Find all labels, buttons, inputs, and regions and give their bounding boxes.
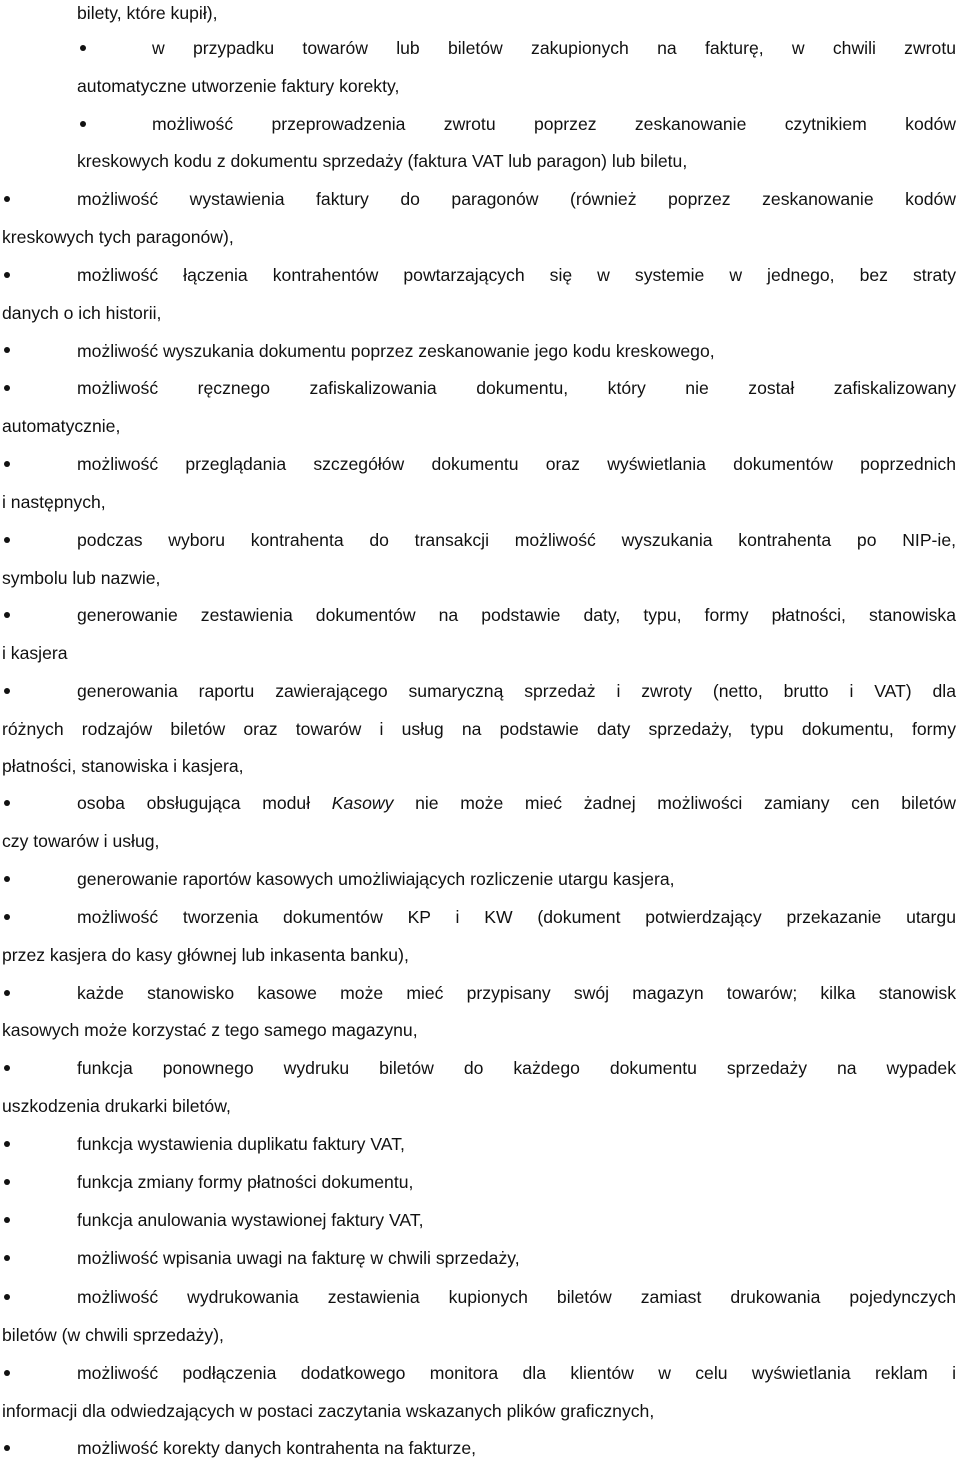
bullet-icon (80, 45, 86, 51)
bullet-icon (4, 990, 10, 996)
bullet-icon (4, 1370, 10, 1376)
bullet-icon (4, 196, 10, 202)
bullet-icon (4, 461, 10, 467)
list-item-line: funkcja zmiany formy płatności dokumentu, (77, 1172, 414, 1192)
list-item-line: możliwość podłączenia dodatkowego monitora dla klientów w celu wyświetlania reklam i (77, 1363, 956, 1383)
list-item-line (77, 792, 956, 814)
list-item-line: przez kasjera do kasy głównej lub inkasenta banku), (2, 945, 409, 965)
list-item-line: czy towarów i usług, (2, 831, 160, 851)
bullet-icon (4, 1294, 10, 1300)
list-item-line: biletów (w chwili sprzedaży), (2, 1325, 224, 1345)
list-item-line: różnych rodzajów biletów oraz towarów i usług na podstawie daty sprzedaży, typu dokumentu, formy (2, 719, 956, 739)
list-item-line: możliwość ręcznego zafiskalizowania dokumentu, który nie został zafiskalizowany (77, 378, 956, 398)
bullet-icon (4, 272, 10, 278)
list-item-line: uszkodzenia drukarki biletów, (2, 1096, 231, 1116)
list-item-line: automatyczne utworzenie faktury korekty, (77, 76, 400, 96)
list-item-line: i następnych, (2, 492, 106, 512)
bullet-icon (4, 914, 10, 920)
list-item-line: generowania raportu zawierającego sumaryczną sprzedaż i zwroty (netto, brutto i VAT) dla (77, 681, 956, 701)
list-item-line: podczas wyboru kontrahenta do transakcji możliwość wyszukania kontrahenta po NIP-ie, (77, 530, 956, 550)
list-item-line: kasowych może korzystać z tego samego magazynu, (2, 1020, 418, 1040)
list-item-line: funkcja wystawienia duplikatu faktury VAT, (77, 1134, 405, 1154)
bullet-icon (4, 1255, 10, 1261)
bullet-icon (4, 1217, 10, 1223)
list-item-line: informacji dla odwiedzających w postaci zaczytania wskazanych plików graficznych, (2, 1401, 655, 1421)
bullet-icon (4, 537, 10, 543)
list-item-line: kreskowych tych paragonów), (2, 227, 234, 247)
bullet-icon (4, 1445, 10, 1451)
bullet-icon (4, 1179, 10, 1185)
list-item-line: możliwość przeprowadzenia zwrotu poprzez zeskanowanie czytnikiem kodów (152, 114, 956, 134)
list-item-line: w przypadku towarów lub biletów zakupionych na fakturę, w chwili zwrotu (152, 38, 956, 58)
list-item-line: generowanie raportów kasowych umożliwiających rozliczenie utargu kasjera, (77, 869, 675, 889)
list-item-line: kreskowych kodu z dokumentu sprzedaży (faktura VAT lub paragon) lub biletu, (77, 151, 688, 171)
bullet-icon (4, 800, 10, 806)
bullet-icon (4, 347, 10, 353)
bullet-icon (80, 121, 86, 127)
list-item-line: możliwość wydrukowania zestawienia kupionych biletów zamiast drukowania pojedynczych (77, 1287, 956, 1307)
inline-text: nie może mieć żadnej możliwości zamiany cen biletów (393, 793, 956, 813)
list-item-line: możliwość wyszukania dokumentu poprzez zeskanowanie jego kodu kreskowego, (77, 341, 715, 361)
list-item-line: możliwość wystawienia faktury do paragonów (również poprzez zeskanowanie kodów (77, 189, 956, 209)
list-item-line: automatycznie, (2, 416, 121, 436)
bullet-icon (4, 1065, 10, 1071)
list-item-line: możliwość łączenia kontrahentów powtarzających się w systemie w jednego, bez straty (77, 265, 956, 285)
bullet-icon (4, 688, 10, 694)
bullet-icon (4, 612, 10, 618)
list-item-line: generowanie zestawienia dokumentów na podstawie daty, typu, formy płatności, stanowiska (77, 605, 956, 625)
list-item-line: funkcja anulowania wystawionej faktury VAT, (77, 1210, 424, 1230)
list-item-line: danych o ich historii, (2, 303, 162, 323)
bullet-icon (4, 876, 10, 882)
list-item-line: każde stanowisko kasowe może mieć przypisany swój magazyn towarów; kilka stanowisk (77, 983, 956, 1003)
list-item-line: możliwość korekty danych kontrahenta na fakturze, (77, 1438, 476, 1458)
list-item-line: funkcja ponownego wydruku biletów do każdego dokumentu sprzedaży na wypadek (77, 1058, 956, 1078)
list-item-line: możliwość tworzenia dokumentów KP i KW (dokument potwierdzający przekazanie utargu (77, 907, 956, 927)
text-line: bilety, które kupił), (77, 3, 218, 23)
list-item-line: symbolu lub nazwie, (2, 568, 161, 588)
list-item-line: możliwość przeglądania szczegółów dokumentu oraz wyświetlania dokumentów poprzednich (77, 454, 956, 474)
bullet-icon (4, 1141, 10, 1147)
module-name: Kasowy (331, 793, 394, 813)
list-item-line: możliwość wpisania uwagi na fakturę w chwili sprzedaży, (77, 1248, 520, 1268)
list-item-line: i kasjera (2, 643, 68, 663)
list-item-line: płatności, stanowiska i kasjera, (2, 756, 244, 776)
inline-text: osoba obsługująca moduł (77, 793, 332, 813)
bullet-icon (4, 385, 10, 391)
